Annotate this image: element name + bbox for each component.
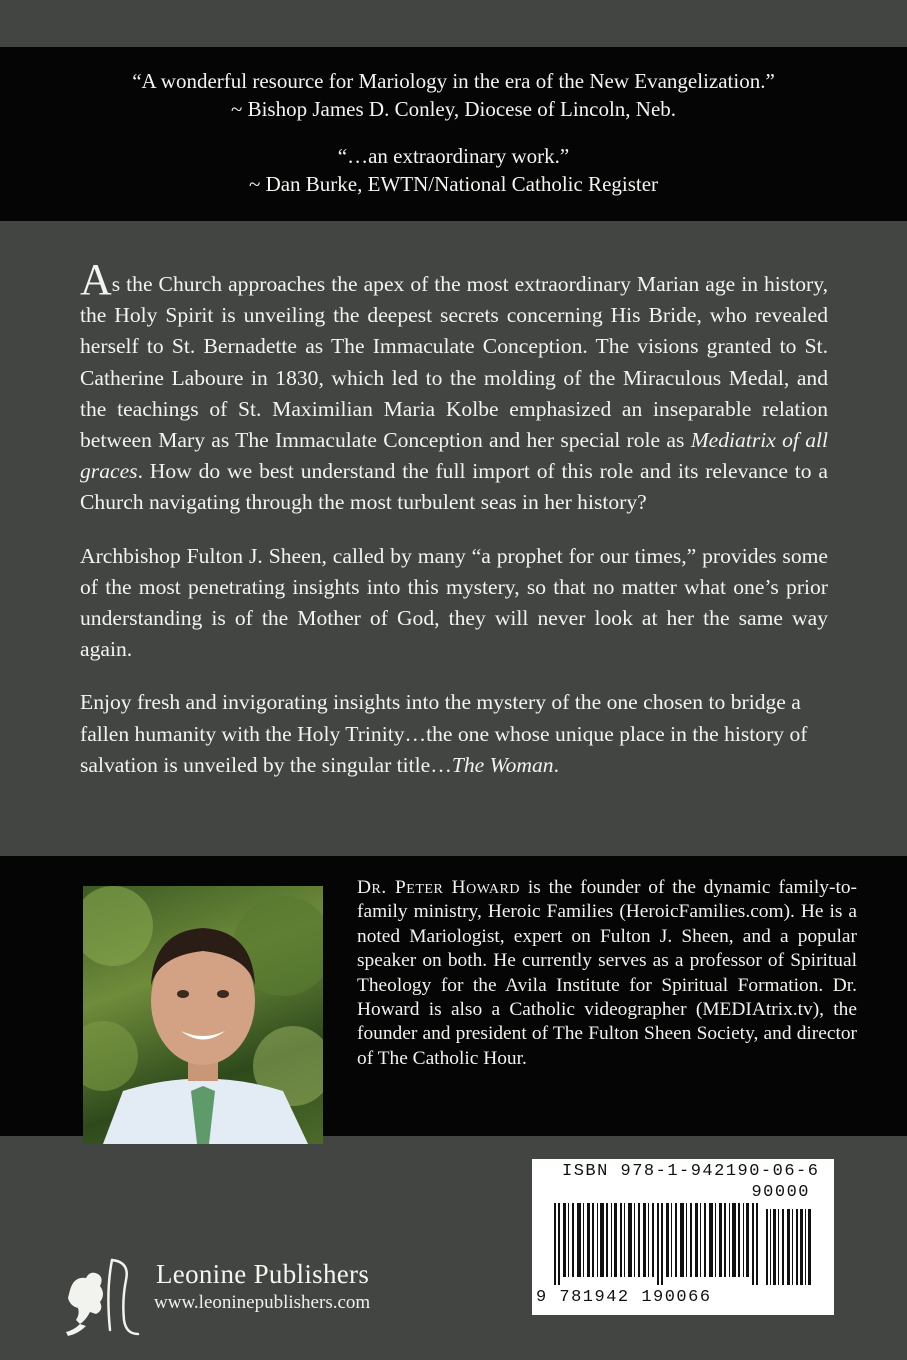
- leonine-lion-logo-icon: [60, 1250, 140, 1340]
- publisher-url: www.leoninepublishers.com: [154, 1292, 371, 1313]
- endorsement-2: [0, 142, 907, 198]
- endorsement-1: [0, 67, 907, 123]
- isbn-barcode: [532, 1159, 834, 1315]
- italic-title: Mediatrix of all graces: [80, 428, 828, 484]
- endorsement-quote: “…an extraordinary work.”: [337, 144, 570, 168]
- description-paragraph-1: As the Church approaches the apex of the most extraordinary Marian age in history, the Holy Spirit is unveiling the deepest secrets concerning His Bride, who revealed herself to St. Bernadette as The Immaculate Conception. The visions granted to St. Catherine Laboure in 1830, which led to the molding of the Miraculous Medal, and the teachings of St. Maximilian Maria Kolbe emphasized an inseparable relation between Mary as The Immaculate Conception and her special role as Mediatrix of all graces. How do we best understand the full import of this role and its relevance to a Church navigating through the most turbulent seas in her history?: [80, 255, 828, 515]
- description-paragraph-2: Archbishop Fulton J. Sheen, called by many “a prophet for our times,” provides some of the most penetrating insights into this mystery, so that no matter what one’s prior understanding is of the Mother of God, they will never look at her the same way again.: [80, 543, 828, 662]
- book-description: [80, 255, 828, 803]
- publisher-name: Leonine Publishers: [156, 1259, 370, 1289]
- description-paragraph-3: Enjoy fresh and invigorating insights into the mystery of the one chosen to bridge a fallen humanity with the Holy Trinity…the one whose unique place in the history of salvation is unveiled by the singular title…The Woman.: [80, 690, 808, 777]
- barcode-number: 9 781942 190066: [536, 1288, 712, 1307]
- isbn-label: ISBN 978-1-942190-06-6: [562, 1162, 820, 1181]
- barcode-bars: [554, 1203, 812, 1285]
- endorsement-attribution: ~ Bishop James D. Conley, Diocese of Lincoln, Neb.: [230, 97, 677, 121]
- author-name: Dr. Peter Howard: [357, 877, 520, 898]
- drop-cap: A: [80, 255, 112, 304]
- author-bio-band: [0, 856, 907, 1136]
- endorsement-quote: “A wonderful resource for Mariology in the era of the New Evangelization.”: [132, 69, 775, 93]
- endorsement-attribution: ~ Dan Burke, EWTN/National Catholic Register: [248, 172, 659, 196]
- endorsement-band: [0, 47, 907, 221]
- italic-title: The Woman: [451, 752, 554, 777]
- price-code: 90000: [751, 1183, 810, 1202]
- author-photo: [83, 886, 323, 1144]
- author-bio: Dr. Peter Howard is the founder of the dynamic family-to-family ministry, Heroic Families (HeroicFamilies.com). He is a noted Mariologist, expert on Fulton J. Sheen, and a popular speaker on both. He currently serves as a professor of Spiritual Theology for the Avila Institute for Spiritual Formation. Dr. Howard is also a Catholic videographer (MEDIAtrix.tv), the founder and president of The Fulton Sheen Society, and director of The Catholic Hour.: [357, 877, 857, 1069]
